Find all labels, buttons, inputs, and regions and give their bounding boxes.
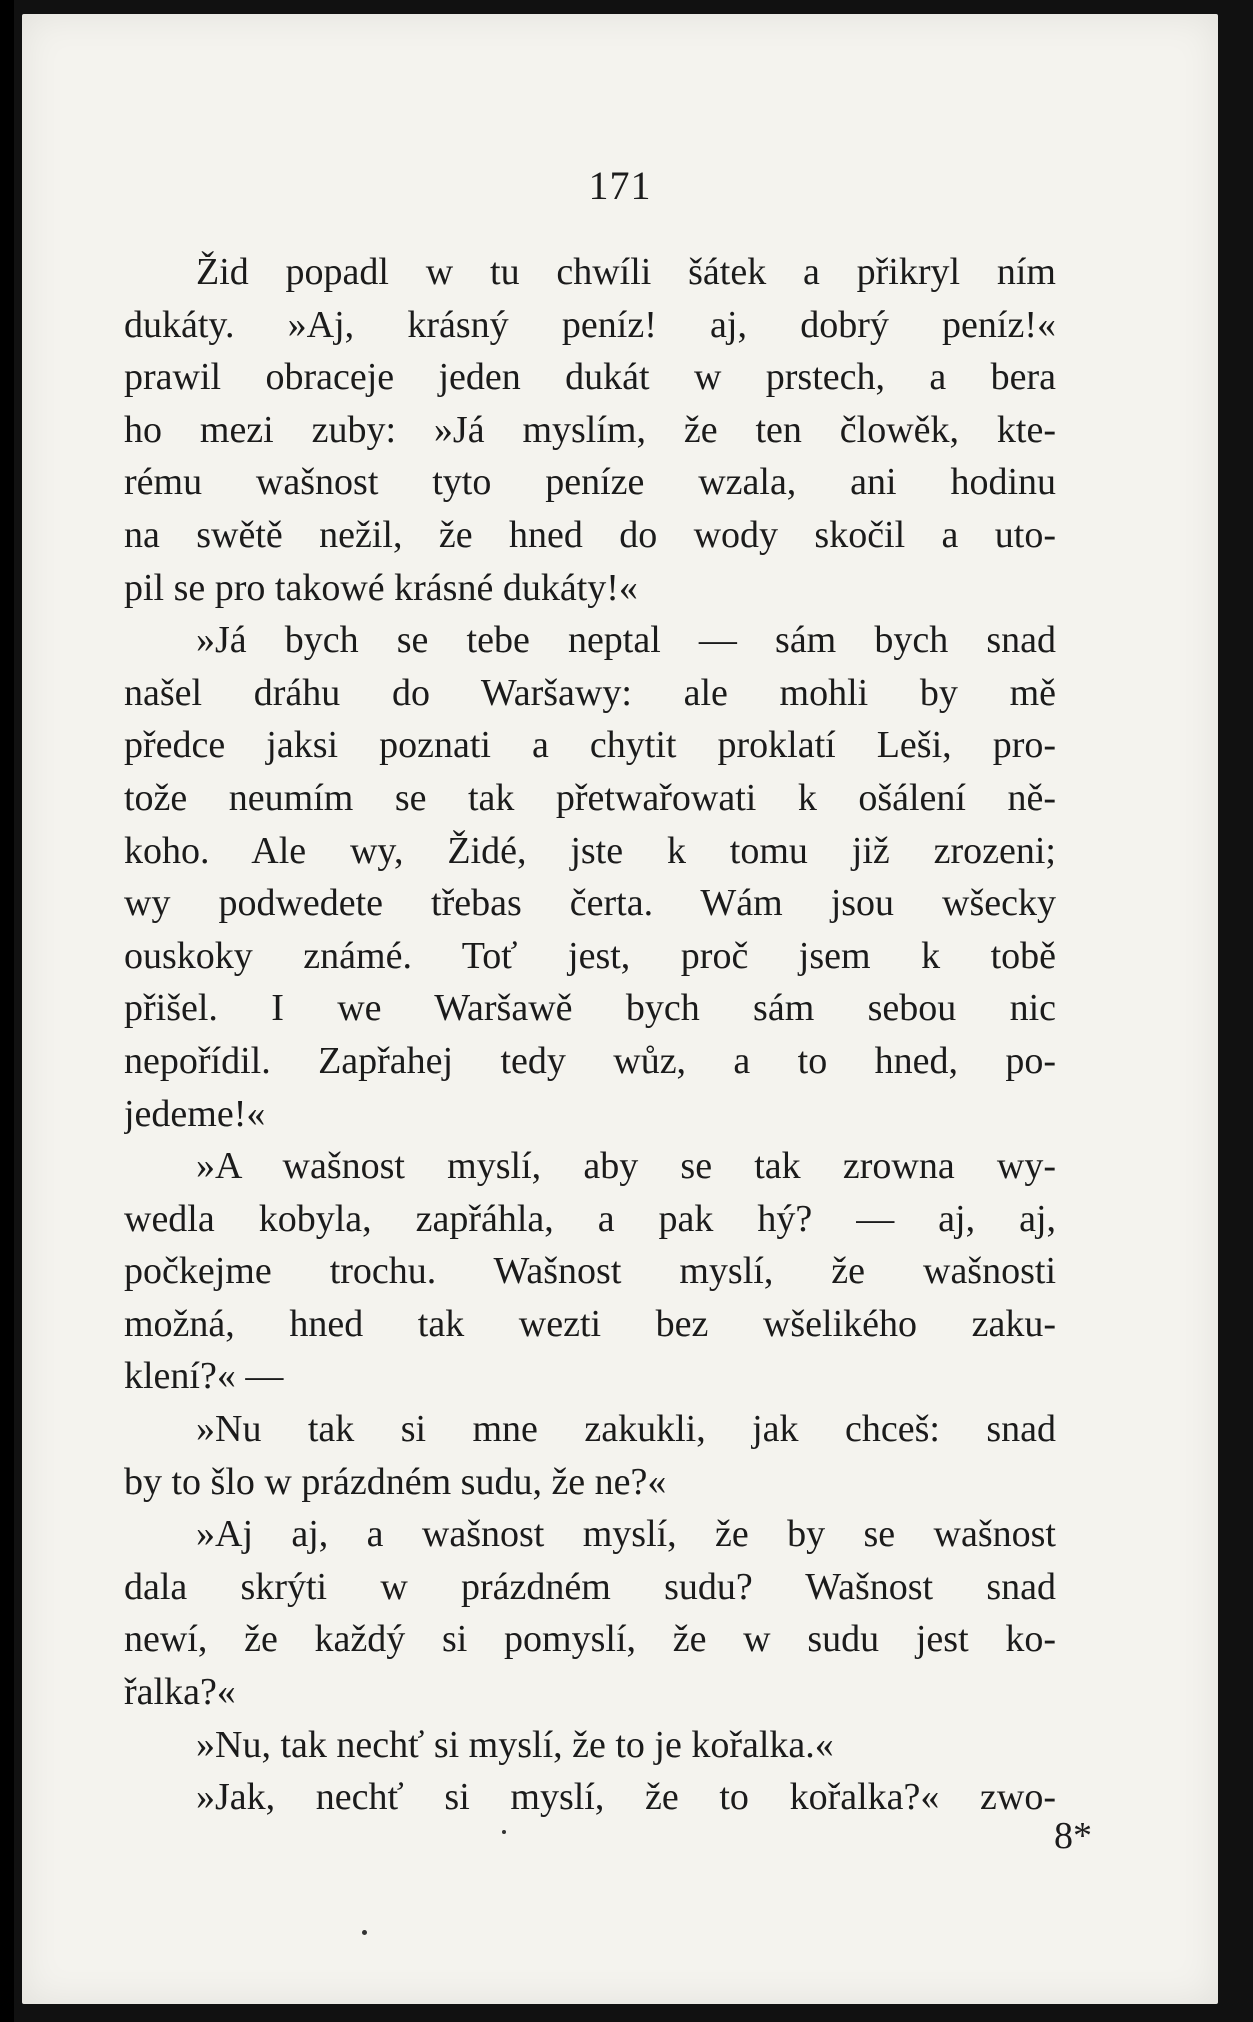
signature-mark: 8* [1054, 1815, 1092, 1857]
text-line: pil se pro takowé krásné dukáty!« [124, 566, 638, 609]
text-line: »Aj aj, a wašnost myslí, že by se wašnost [196, 1513, 1056, 1556]
text-line: počkejme trochu. Wašnost myslí, že wašnosti [124, 1250, 1056, 1293]
page-number: 171 [588, 163, 652, 208]
text-line: jedeme!« [124, 1092, 266, 1135]
text-line: našel dráhu do Waršawy: ale mohli by mě [124, 671, 1056, 714]
text-line: rému wašnost tyto peníze wzala, ani hodinu [124, 461, 1056, 504]
text-line: wy podwedete třebas čerta. Wám jsou wšecky [124, 882, 1056, 925]
text-line: přišel. I we Waršawě bych sám sebou nic [124, 987, 1056, 1030]
text-line: koho. Ale wy, Židé, jste k tomu již zrozeni; [124, 829, 1056, 872]
ink-speck [502, 1830, 506, 1834]
text-line: »A wašnost myslí, aby se tak zrowna wy- [196, 1145, 1056, 1188]
text-line: »Jak, nechť si myslí, že to kořalka?« zwo- [196, 1776, 1056, 1819]
text-line: na swětě nežil, že hned do wody skočil a uto- [124, 513, 1056, 556]
text-line: dukáty. »Aj, krásný peníz! aj, dobrý peníz!« [124, 303, 1056, 346]
text-line: nepořídil. Zapřahej tedy wůz, a to hned, po- [124, 1039, 1056, 1082]
text-line: »Já bych se tebe neptal — sám bych snad [196, 619, 1056, 662]
text-line: ho mezi zuby: »Já myslím, že ten člowěk, kte- [124, 408, 1056, 451]
text-line: možná, hned tak wezti bez wšelikého zaku- [124, 1302, 1056, 1345]
text-line: »Nu, tak nechť si myslí, že to je kořalka.« [196, 1723, 834, 1766]
scan-left-edge [0, 0, 14, 2022]
text-line: řalka?« [124, 1671, 236, 1714]
text-line: dala skrýti w prázdném sudu? Wašnost snad [124, 1565, 1056, 1608]
text-line: klení?« — [124, 1355, 284, 1398]
text-line: Žid popadl w tu chwíli šátek a přikryl ním [196, 251, 1056, 293]
text-line: ouskoky známé. Toť jest, proč jsem k tobě [124, 934, 1056, 977]
book-page [22, 14, 1218, 2004]
text-line: newí, že každý si pomyslí, že w sudu jest ko- [124, 1618, 1056, 1661]
text-line: tože neumím se tak přetwařowati k ošálení ně- [124, 776, 1056, 819]
text-line: prawil obraceje jeden dukát w prstech, a bera [124, 356, 1056, 399]
ink-speck [362, 1930, 367, 1935]
text-line: wedla kobyla, zapřáhla, a pak hý? — aj, aj, [124, 1197, 1056, 1240]
text-line: předce jaksi poznati a chytit proklatí Leši, pro- [124, 724, 1056, 767]
text-line: by to šlo w prázdném sudu, že ne?« [124, 1460, 667, 1503]
text-line: »Nu tak si mne zakukli, jak chceš: snad [196, 1408, 1056, 1451]
body-text [124, 246, 1056, 1824]
